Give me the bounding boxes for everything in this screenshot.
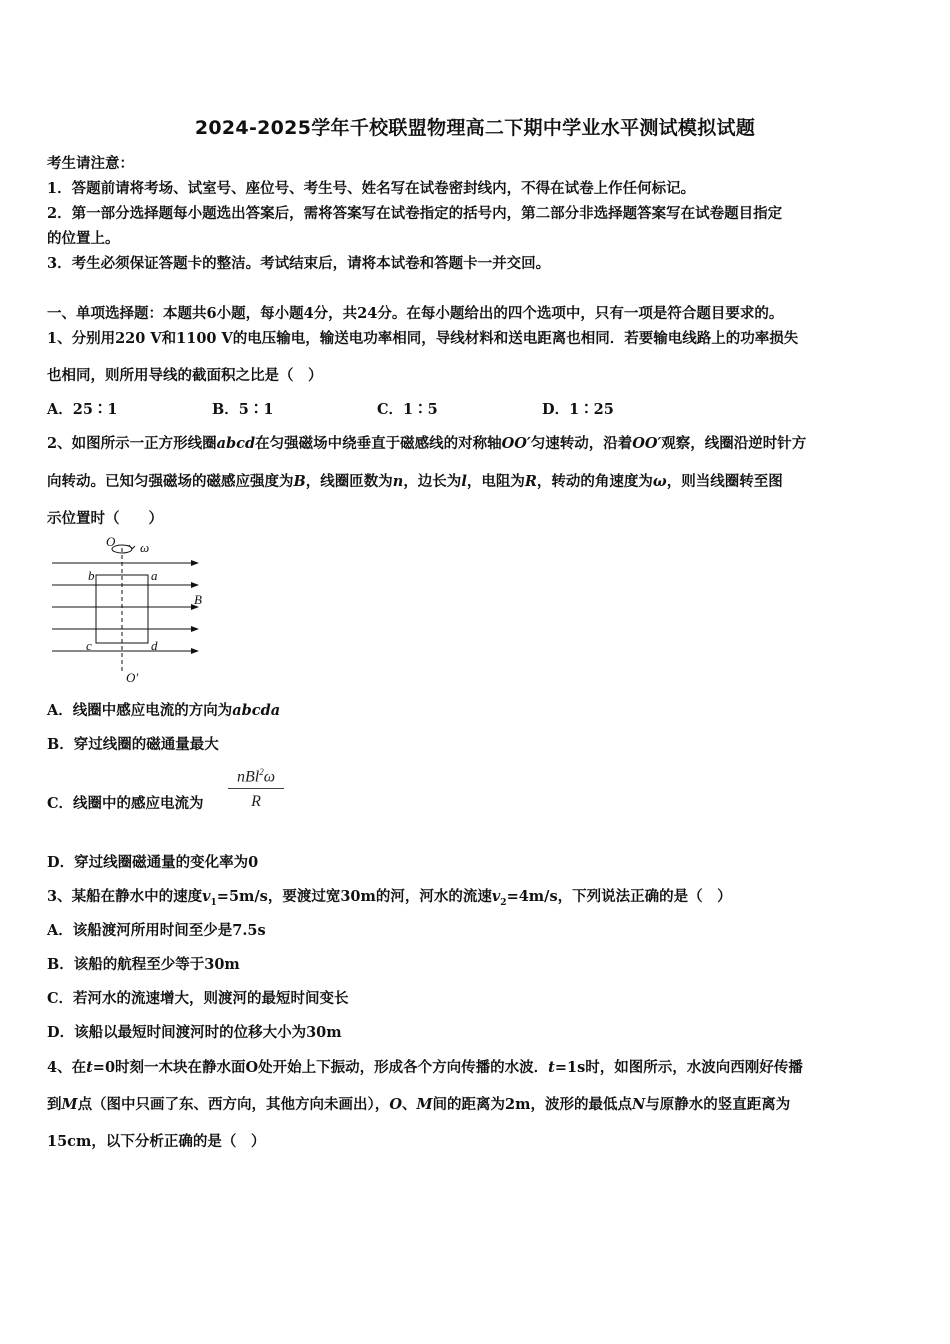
- notice-item-3: 3．考生必须保证答题卡的整洁。考试结束后，请将本试卷和答题卡一并交回。: [47, 255, 551, 272]
- label-o: O: [106, 534, 116, 549]
- q1-option-a: A．25∶1: [47, 401, 118, 418]
- q3-option-c: C．若河水的流速增大，则渡河的最短时间变长: [47, 990, 349, 1007]
- q2-option-b: B．穿过线圈的磁通量最大: [47, 736, 219, 753]
- section-heading: 一、单项选择题：本题共6小题，每小题4分，共24分。在每小题给出的四个选项中，只有一项是符合题目要求的。: [47, 305, 784, 322]
- q2-stem-line1: 2、如图所示一正方形线圈abcd在匀强磁场中绕垂直于磁感线的对称轴OO′匀速转动，沿着OO′观察，线圈沿逆时针方: [47, 435, 807, 452]
- q2-figure-coil-in-field: [48, 534, 218, 686]
- label-o-prime: O′: [126, 670, 139, 685]
- label-a: a: [151, 568, 158, 583]
- notice-item-1: 1．答题前请将考场、试室号、座位号、考生号、姓名写在试卷密封线内，不得在试卷上作任何标记。: [47, 180, 696, 197]
- notice-heading: 考生请注意：: [47, 155, 134, 172]
- q3-stem: 3、某船在静水中的速度$v_1=5m/s$，要渡过宽30m的河，河水的流速$v_2=4m/s$，下列说法正确的是（ ）: [47, 888, 732, 908]
- q2-stem-line3: 示位置时（ ）: [47, 510, 163, 527]
- q2-stem-line2: 向转动。已知匀强磁场的磁感应强度为B，线圈匝数为n，边长为l，电阻为R，转动的角速度为ω，则当线圈转至图: [47, 473, 783, 490]
- q1-stem-line2: 也相同，则所用导线的截面积之比是（ ）: [47, 367, 323, 384]
- q4-stem-line2: 到M点（图中只画了东、西方向，其他方向未画出），O、M间的距离为2m，波形的最低点N与原静水的竖直距离为: [47, 1096, 791, 1113]
- q1-stem-line1: 1、分别用220 V和1100 V的电压输电，输送电功率相同，导线材料和送电距离也相同．若要输电线路上的功率损失: [47, 330, 799, 347]
- q2-option-a: A．线圈中感应电流的方向为abcda: [47, 702, 281, 719]
- q3-option-b: B．该船的航程至少等于30m: [47, 956, 240, 973]
- q3-option-a: A．该船渡河所用时间至少是7.5s: [47, 922, 266, 939]
- q4-stem-line3: 15cm，以下分析正确的是（ ）: [47, 1133, 266, 1150]
- label-b: b: [88, 568, 95, 583]
- q1-option-d: D．1∶25: [542, 401, 614, 418]
- q2-option-c: C．线圈中的感应电流为: [47, 795, 204, 812]
- q3-option-d: D．该船以最短时间渡河时的位移大小为30m: [47, 1024, 342, 1041]
- rotation-arrowhead: [129, 545, 135, 549]
- notice-item-2-cont: 的位置上。: [47, 230, 120, 247]
- q2-option-c-formula: nBl$^2$ω R: [228, 767, 284, 811]
- q1-option-c: C．1∶5: [377, 401, 438, 418]
- q2-option-d: D．穿过线圈磁通量的变化率为0: [47, 854, 259, 871]
- q1-option-b: B．5∶1: [212, 401, 274, 418]
- notice-item-2: 2．第一部分选择题每小题选出答案后，需将答案写在试卷指定的括号内，第二部分非选择题答案写在试卷题目指定: [47, 205, 783, 222]
- label-c: c: [86, 638, 92, 653]
- page-title: 2024-2025学年千校联盟物理高二下期中学业水平测试模拟试题: [194, 117, 756, 139]
- label-field-b: B: [194, 592, 202, 607]
- q4-stem-line1: 4、在t=0时刻一木块在静水面O处开始上下振动，形成各个方向传播的水波．t=1s时，如图所示，水波向西刚好传播: [47, 1059, 803, 1076]
- label-d: d: [151, 638, 158, 653]
- label-omega: ω: [140, 540, 150, 555]
